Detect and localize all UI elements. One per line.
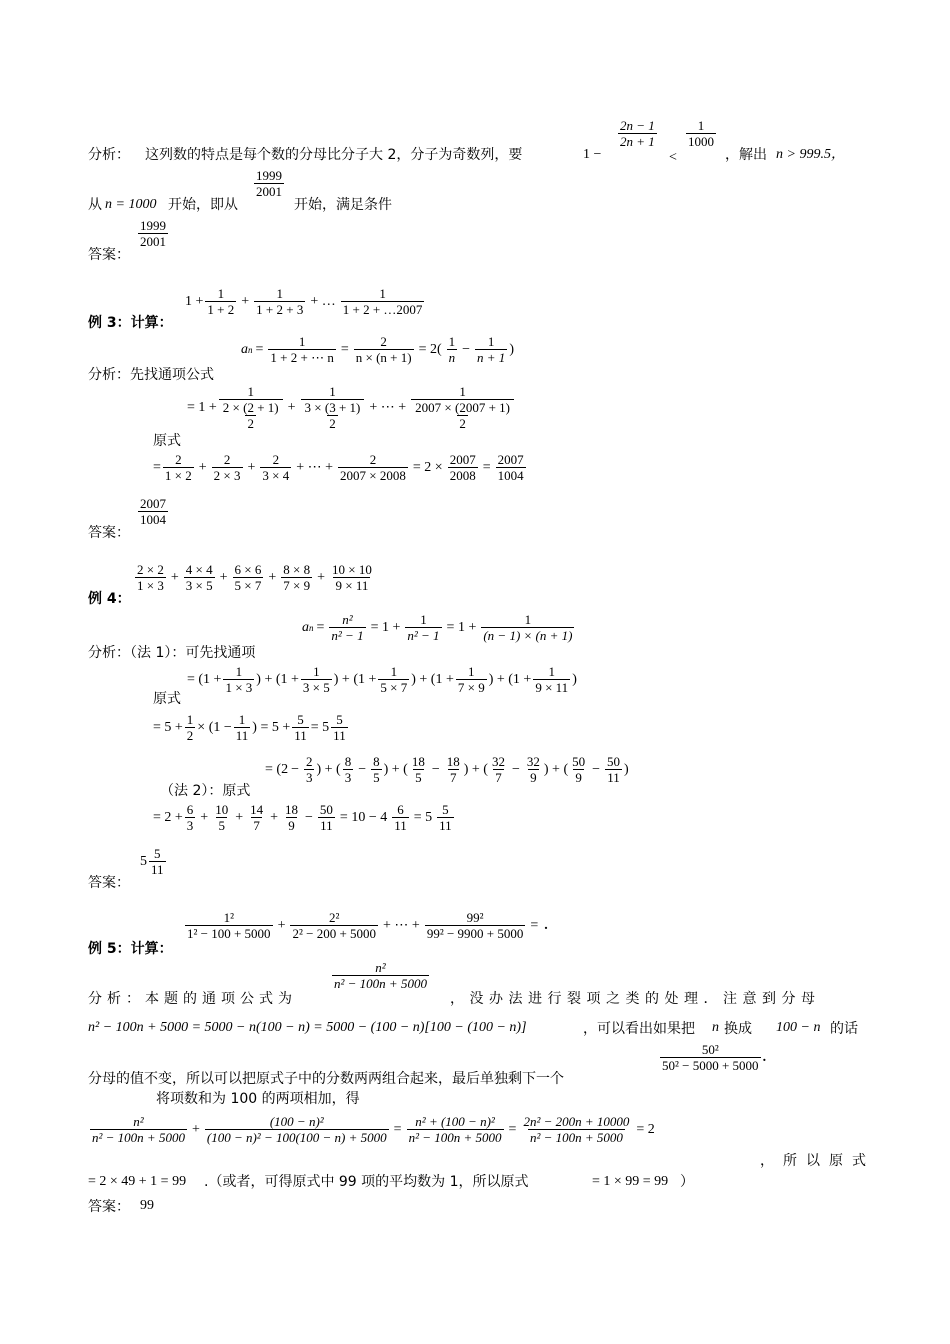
ex5-answer-label: 答案：: [88, 1199, 130, 1215]
ex4-analysis-label: 分析：（法 1）：可先找通项: [88, 645, 256, 661]
frac-den: 2001: [256, 184, 282, 199]
frac-den: 2001: [140, 234, 166, 249]
q-one: 1 +: [185, 293, 204, 309]
answer-label: 答案：: [88, 247, 130, 263]
example-5-question: $\frac{\text{1²}}{\text{1² − 100 + 5000}}$ + $\frac{\text{2²}}{\text{2² − 200 + 5000}}$ + ⋯ + $\frac{\text{99²}}{\text{99² − 9900 + 5000}}$ = .: [187, 910, 548, 941]
ex4-method1-line2: = 5 + $\frac{1}{2}$ × (1 − $\frac{1}{11}$ ) = 5 + $\frac{5}{11}$ = 5 $\frac{5}{11}$: [153, 712, 346, 743]
ex3-expansion-line-1: = 1 + $\frac{1}{\frac{2 \times (2 + 1)}{2}}$ + $\frac{1}{\frac{3 \times (3 + 1)}{2}}$ + ⋯ + $\frac{1}{\frac{2007 \times (2007 + 1)}{2}}$: [187, 384, 516, 431]
from-text-3: 开始，满足条件: [294, 197, 392, 213]
from-n: n = 1000: [105, 197, 157, 212]
ex5-big-equation: $\frac{\text{n²}}{\text{n² − 100n + 5000}}$ + $\frac{\text{(100 − n)²}}{\text{(100 − n)² − 100(100 − n) + 5000}}$ = $\frac{\text{n² + (100 − n)²}}{\text{n² − 100n + 5000}}$ = $\frac{\text{2n² − 200n + 10000}}{\text{n² − 100n + 5000}}$ = 2: [92, 1114, 655, 1145]
ex4-method1-line1: = (1 + $\frac{1}{1 \times 3}$ ) + (1 + $\frac{1}{3 \times 5}$ ) + (1 + $\frac{1}{5 \times 7}$ ) + (1 + $\frac{1}{7 \times 9}$ ) + (1 + $\frac{1}{9 \times 11}$ ): [187, 664, 577, 695]
ex5-text-tail-2: 换成: [724, 1021, 752, 1037]
frac-num: 2n − 1: [620, 118, 655, 133]
example-3-question: 1 + $\frac{1}{1 + 2}$ + $\frac{1}{1 + 2 + 3}$ + … $\frac{1}{1 + 2 + \dots 2007}$: [185, 286, 423, 317]
ex5-last-line: = 2 × 49 + 1 = 99: [88, 1174, 187, 1189]
ex5-big-tail: ，所以原式: [760, 1153, 875, 1169]
ex3-analysis-label: 分析：先找通项公式: [88, 367, 214, 383]
ex4-general-term: a n = $\frac{\text{n²}}{\text{n² − 1}}$ = 1 + $\frac{1}{\text{n² − 1}}$ = 1 + $\frac{1}{(n - 1) \times (n + 1)}$: [302, 612, 573, 643]
math-lt: <: [669, 150, 677, 165]
example-5-title: 例 5：计算：: [88, 941, 173, 957]
ex4-answer: 5 $\frac{5}{11}$: [140, 846, 164, 877]
frac-2n: [616, 118, 659, 149]
math-one-minus: 1 −: [583, 147, 602, 162]
frac-1-1000: [684, 118, 718, 149]
from-text-1: 从: [88, 197, 102, 213]
example-4-title: 例 4：: [88, 591, 131, 607]
ex4-method2-line2: = 2 + $\frac{6}{3}$ + $\frac{10}{5}$ + $\frac{14}{7}$ + $\frac{18}{9}$ − $\frac{50}{11}$ = 10 − 4 $\frac{6}{11}$ = 5 $\frac{5}{11}$: [153, 802, 452, 833]
ex5-line3-frac: $\frac{\text{50²}}{\text{50² − 5000 + 5000}}$ .: [662, 1042, 767, 1073]
frac-den: 2n + 1: [620, 134, 655, 149]
analysis-text: 这列数的特点是每个数的分母比分子大 2，分子为奇数列，要: [145, 147, 523, 163]
ex4-method2-label: （法 2）：原式: [160, 783, 251, 799]
ex5-n: n: [712, 1020, 719, 1035]
ex5-expr-100-n: 100 − n: [776, 1020, 821, 1035]
ex5-general-term: $\frac{\text{n²}}{\text{n² − 100n + 5000}}$: [334, 960, 427, 991]
ex5-line3: 分母的值不变，所以可以把原式子中的分数两两组合起来，最后单独剩下一个: [88, 1071, 564, 1087]
ex4-orig-label: 原式: [153, 691, 181, 707]
ex5-denominator-identity: n² − 100n + 5000 = 5000 − n(100 − n) = 5000 − (100 − n)[100 − (100 − n)]: [88, 1020, 527, 1035]
ex3-answer-label: 答案：: [88, 525, 130, 541]
ex5-last-text: .（或者，可得原式中 99 项的平均数为 1，所以原式: [204, 1174, 529, 1190]
frac-num: 1999: [256, 168, 282, 183]
answer-frac: [136, 218, 170, 249]
analysis-text-2: ，解出: [725, 147, 767, 163]
ex4-method2-line1: = ( 2 − $\frac{2}{3}$ ) + ( $\frac{8}{3}$ − $\frac{8}{5}$ ) + ( $\frac{18}{5}$ − $\frac{18}{7}$ ) + ( $\frac{32}{7}$ − $\frac{32}{9}$ ) + ( $\frac{50}{9}$ − $\frac{50}{11}$ ): [265, 754, 629, 785]
from-text-2: 开始，即从: [168, 197, 238, 213]
example-3-title: 例 3：计算：: [88, 315, 173, 331]
result: n > 999.5，: [776, 147, 845, 162]
frac-1999-2001: [252, 168, 286, 199]
ex5-answer: 99: [140, 1198, 154, 1213]
ex3-answer-frac: $\frac{2007}{1004}$: [140, 496, 166, 527]
ex5-analysis-label: 分析：本题的通项公式为: [88, 991, 297, 1007]
ex5-last-paren: ）: [680, 1174, 694, 1190]
ex5-analysis-text: ，没办法进行裂项之类的处理．注意到分母: [450, 991, 821, 1007]
example-4-question: $\frac{2 \times 2}{1 \times 3}$ + $\frac{4 \times 4}{3 \times 5}$ + $\frac{6 \times 6}{5 \times 7}$ + $\frac{8 \times 8}{7 \times 9}$ + $\frac{10 \times 10}{9 \times 11}$: [137, 562, 372, 593]
analysis-label: 分析：: [88, 147, 130, 163]
ex5-text-tail: ，可以看出如果把: [583, 1021, 695, 1037]
frac-num: 1999: [140, 218, 166, 233]
frac-num: 1: [697, 118, 705, 133]
ex3-orig-label: 原式: [153, 433, 181, 449]
ex5-text-tail-3: 的话: [830, 1021, 858, 1037]
ex4-answer-label: 答案：: [88, 875, 130, 891]
ex3-general-term: a n = $\frac{1}{1 + 2 + \cdots n}$ = $\frac{2}{n \times (n + 1)}$ = 2( $\frac{1}{n}$ − $\frac{1}{n + 1}$ ): [241, 334, 514, 365]
ex5-last-expr: = 1 × 99 = 99: [592, 1174, 669, 1189]
ex5-line4: 将项数和为 100 的两项相加，得: [156, 1091, 360, 1107]
ex3-expansion-line-2: = $\frac{2}{1 \times 2}$ + $\frac{2}{2 \times 3}$ + $\frac{2}{3 \times 4}$ + ⋯ + $\frac{2}{2007 \times 2008}$ = 2 × $\frac{2007}{2008}$ = $\frac{2007}{1004}$: [153, 452, 524, 483]
frac-den: 1000: [688, 134, 714, 149]
